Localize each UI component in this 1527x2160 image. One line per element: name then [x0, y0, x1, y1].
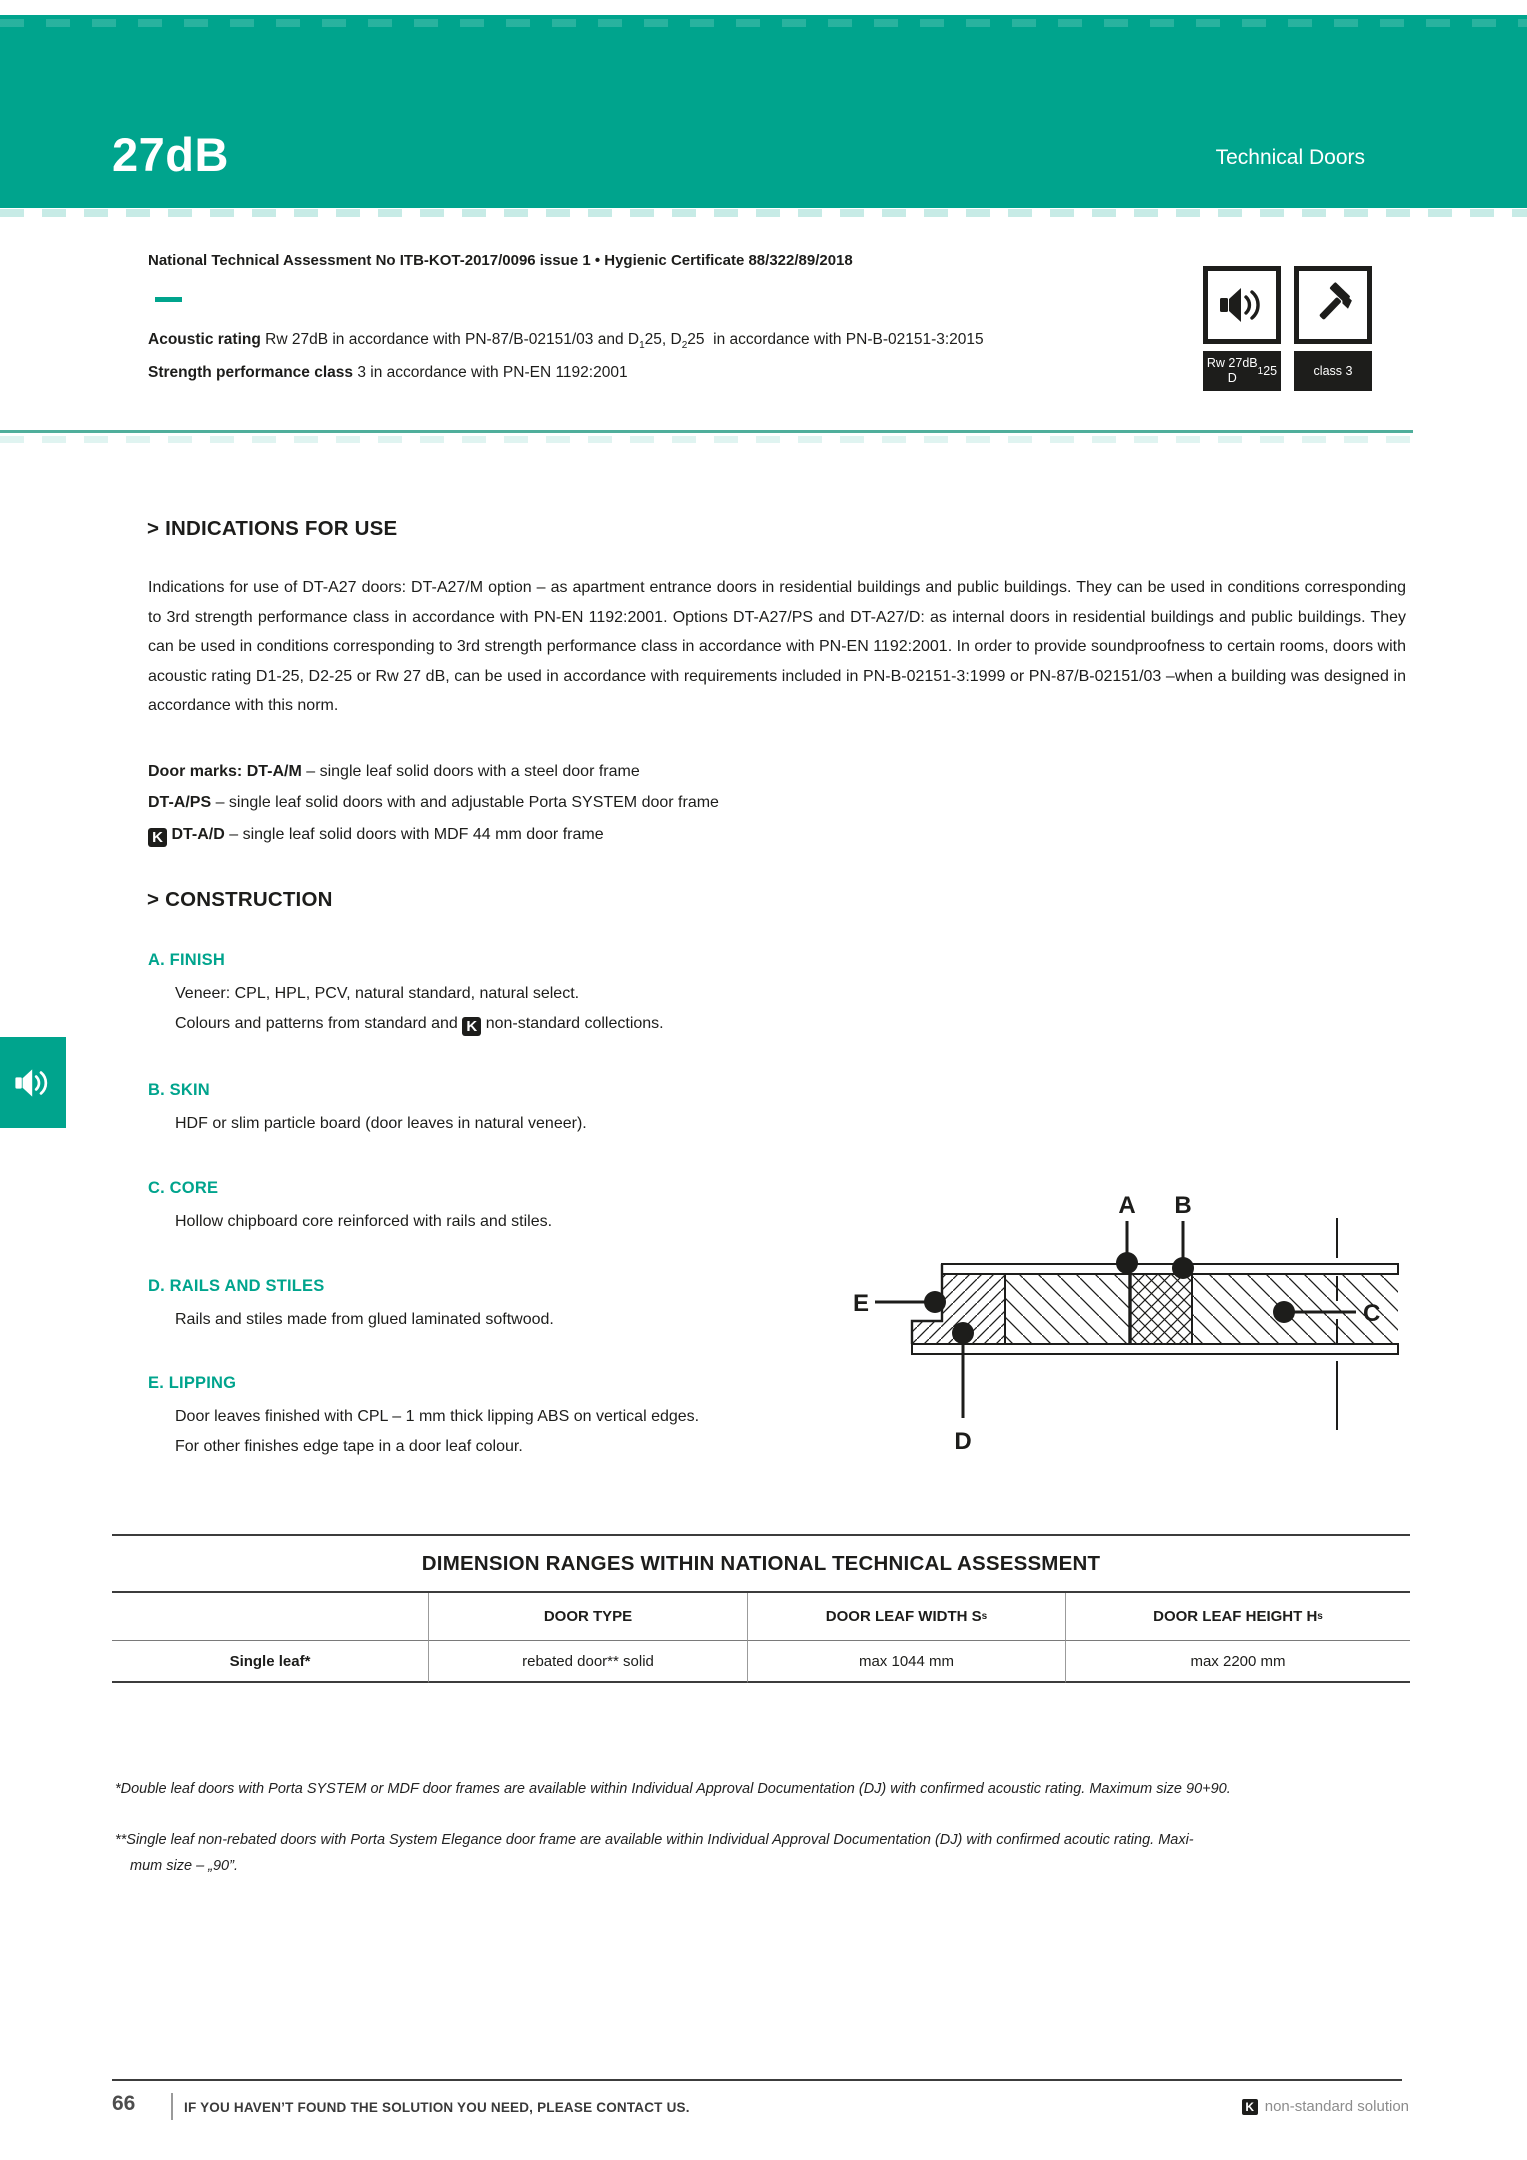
- section-title: B. SKIN: [148, 1081, 210, 1099]
- door-cross-section-diagram: [833, 1183, 1423, 1468]
- door-mark-line: DT-A/PS – single leaf solid doors with and adjustable Porta SYSTEM door frame: [148, 793, 719, 811]
- section-line: For other finishes edge tape in a door leaf colour.: [175, 1438, 523, 1455]
- indications-heading: > INDICATIONS FOR USE: [147, 517, 398, 540]
- door-marks-block: [148, 757, 719, 851]
- section-title: D. RAILS AND STILES: [148, 1277, 325, 1295]
- table-cell-leaf-type: Single leaf*: [112, 1641, 428, 1683]
- diagram-label-d: D: [954, 1428, 972, 1455]
- header-underline-dashes: [0, 209, 1527, 217]
- chapter-tab-acoustic: [0, 1037, 66, 1128]
- section-rails-stiles: [148, 1277, 554, 1335]
- rating-badges: [1203, 266, 1372, 391]
- hammer-icon: [1294, 266, 1372, 344]
- table-header-empty: [112, 1593, 428, 1641]
- page-number: 66: [112, 2092, 136, 2115]
- section-line: Rails and stiles made from glued laminated softwood.: [175, 1311, 554, 1328]
- indications-paragraph: Indications for use of DT-A27 doors: DT-A27/M option – as apartment entrance doors in residential buildings and public buildings. They can be used in conditions corresponding to 3rd strength performance class in accordance with PN-EN 1192:2001. Options DT-A27/PS and DT-A27/D: as internal doors in residential buildings and public buildings. They can be used in conditions corresponding to 3rd strength performance class in accordance with PN-EN 1192:2001. In order to provide soundproofness to certain rooms, doors with acoustic rating D1-25, D2-25 or Rw 27 dB, can be used in accordance with requirements included in PN-B-02151-3:1999 or PN-87/B-02151/03 –when a building was designed in accordance with this norm.: [148, 579, 1406, 715]
- door-mark-line: Door marks: DT-A/M – single leaf solid doors with a steel door frame: [148, 763, 640, 780]
- section-line: Hollow chipboard core reinforced with rails and stiles.: [175, 1213, 553, 1230]
- section-title: C. CORE: [148, 1179, 219, 1197]
- acoustic-badge: [1203, 266, 1281, 391]
- certificate-line: National Technical Assessment No ITB-KOT-2017/0096 issue 1 • Hygienic Certificate 88/322/89/2018: [148, 252, 853, 269]
- table-header-leaf-width: DOOR LEAF WIDTH S s: [747, 1593, 1065, 1641]
- acoustic-rating-block: [148, 326, 984, 386]
- diagram-label-e: E: [852, 1290, 869, 1317]
- section-divider-dashes: [0, 436, 1413, 443]
- section-finish: [148, 951, 664, 1039]
- construction-heading: > CONSTRUCTION: [147, 888, 333, 911]
- acoustic-badge-label: Rw 27dB D 1 25: [1203, 351, 1281, 391]
- footer-separator-bar: [171, 2093, 173, 2120]
- footer-nonstandard: [1242, 2098, 1409, 2115]
- strength-badge: [1294, 266, 1372, 391]
- section-title: E. LIPPING: [148, 1374, 237, 1392]
- section-line: Veneer: CPL, HPL, PCV, natural standard, natural select.: [175, 985, 580, 1002]
- page-title: 27dB: [112, 128, 229, 181]
- table-cell-door-type: rebated door** solid: [428, 1641, 747, 1683]
- header-dash-pattern: [0, 19, 1527, 27]
- dimension-table-title: DIMENSION RANGES WITHIN NATIONAL TECHNICAL ASSESSMENT: [421, 1551, 1101, 1575]
- header-band: [0, 15, 1527, 208]
- k-nonstandard-icon: K: [1242, 2099, 1258, 2115]
- strength-badge-label: class 3: [1294, 351, 1372, 391]
- section-line: Door leaves finished with CPL – 1 mm thick lipping ABS on vertical edges.: [175, 1408, 700, 1425]
- footnote-1: *Double leaf doors with Porta SYSTEM or MDF door frames are available within Individual Approval Documentation (DJ) with confirmed acoustic rating. Maximum size 90+90.: [115, 1781, 1231, 1797]
- section-core: [148, 1179, 552, 1237]
- footer-divider: [112, 2079, 1402, 2081]
- diagram-label-a: A: [1118, 1192, 1136, 1219]
- footer-nonstandard-label: non-standard solution: [1264, 2098, 1409, 2115]
- table-header-leaf-height: DOOR LEAF HEIGHT H s: [1065, 1593, 1410, 1641]
- k-nonstandard-icon: K: [148, 828, 167, 847]
- acoustic-rating-line: Acoustic rating Rw 27dB in accordance with PN-87/B-02151/03 and $D_125$, $D_225$ in accordance with PN-B-02151-3:2015: [148, 331, 984, 352]
- table-cell-max-height: max 2200 mm: [1065, 1641, 1410, 1683]
- speaker-icon: [14, 1067, 52, 1099]
- table-cell-max-width: max 1044 mm: [747, 1641, 1065, 1683]
- diagram-label-b: B: [1174, 1192, 1192, 1219]
- section-divider: [0, 430, 1413, 433]
- section-skin: [148, 1081, 587, 1139]
- section-line: Colours and patterns from standard and K non-standard collections.: [175, 1015, 664, 1035]
- section-line: HDF or slim particle board (door leaves in natural veneer).: [175, 1115, 587, 1132]
- teal-dash-accent: [155, 297, 182, 302]
- section-lipping: [148, 1374, 699, 1462]
- diagram-label-c: C: [1363, 1300, 1381, 1327]
- footnote-2: **Single leaf non-rebated doors with Porta System Elegance door frame are available within Individual Approval Documentation (DJ) with confirmed acoutic rating. Maxi- mum size – „90”.: [115, 1832, 1194, 1874]
- header-category-label: Technical Doors: [1215, 146, 1365, 169]
- strength-class-line: Strength performance class 3 in accordance with PN-EN 1192:2001: [148, 364, 628, 382]
- dimension-table: [112, 1534, 1410, 1683]
- table-header-door-type: DOOR TYPE: [428, 1593, 747, 1641]
- k-nonstandard-icon: K: [462, 1017, 481, 1036]
- section-title: A. FINISH: [148, 951, 225, 969]
- footer-contact-text: IF YOU HAVEN’T FOUND THE SOLUTION YOU NEED, PLEASE CONTACT US.: [184, 2100, 690, 2115]
- speaker-icon: [1203, 266, 1281, 344]
- door-mark-line: K DT-A/D – single leaf solid doors with MDF 44 mm door frame: [148, 820, 719, 851]
